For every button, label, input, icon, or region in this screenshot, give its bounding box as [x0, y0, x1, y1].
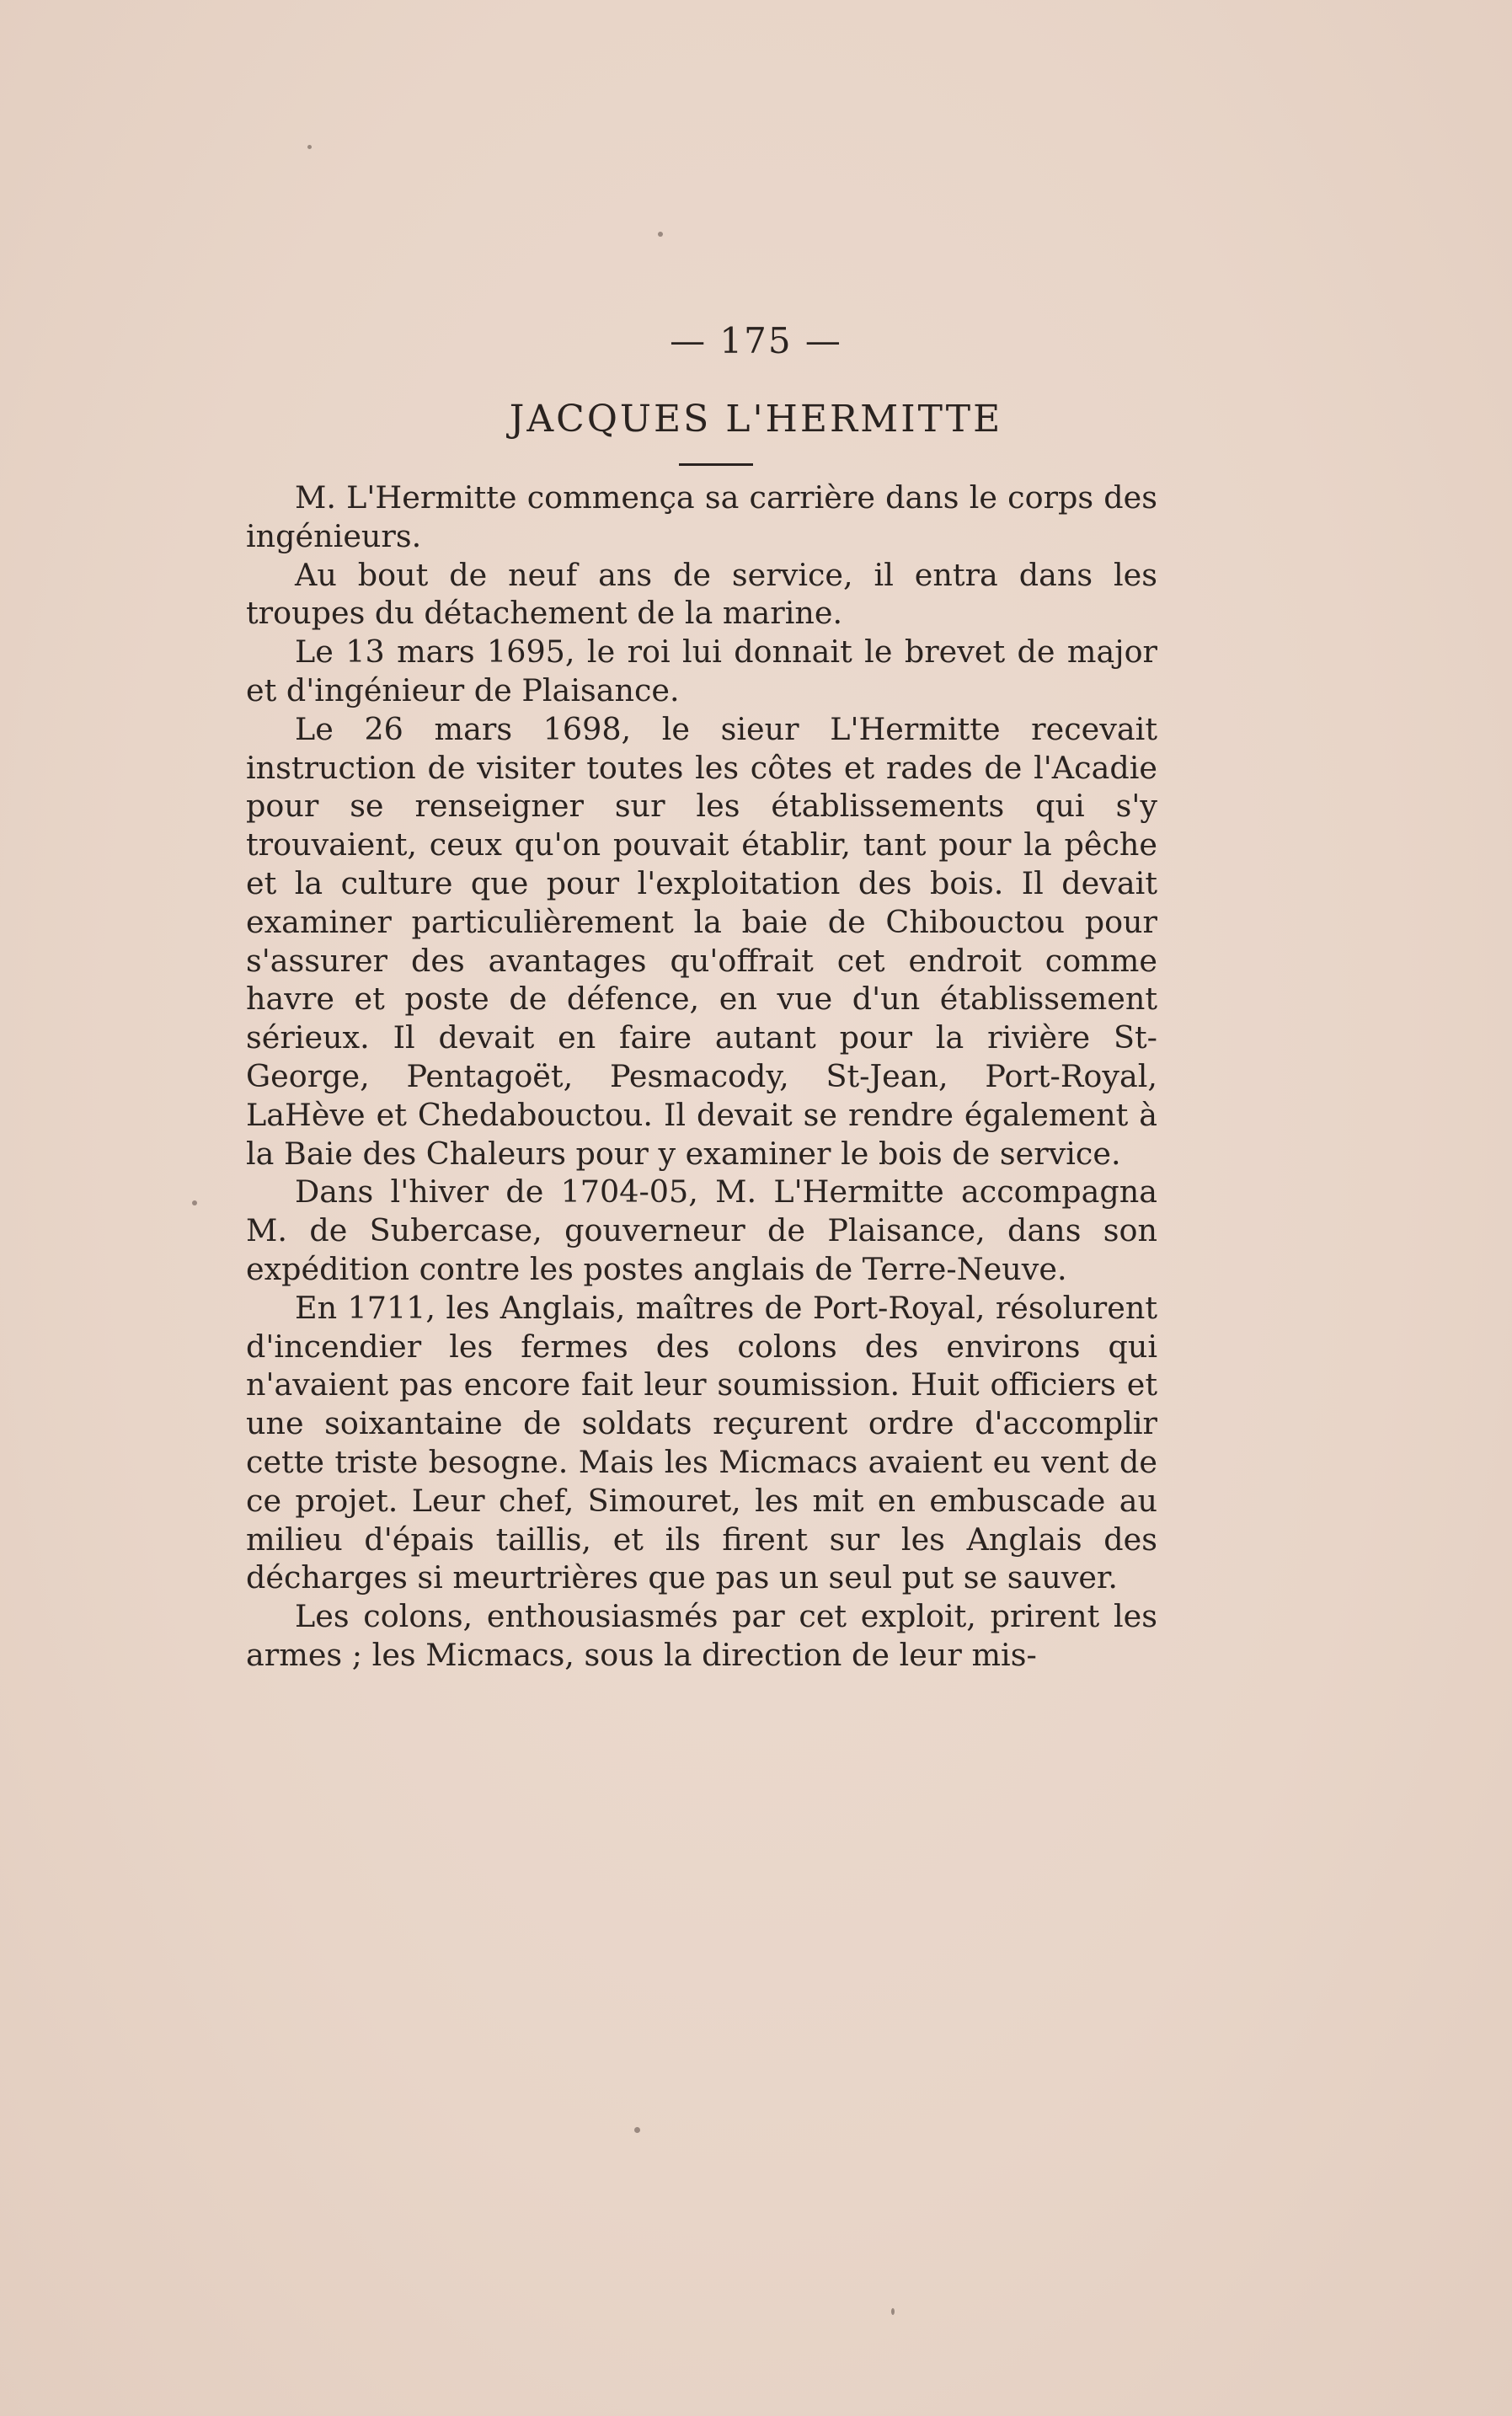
paper-speck — [307, 145, 312, 149]
paragraph-1: M. L'Hermitte commença sa carrière dans le corps des ingénieurs. — [246, 479, 1157, 554]
paragraph-6: En 1711, les Anglais, maîtres de Port-Royal, résolurent d'incendier les fermes des colons des environs qui n'avaient pas encore fait leur soumission. Huit officiers et une soixantaine de soldats reçurent ordre d'accomplir cette triste besogne. Mais les Micmacs avaient eu vent de ce projet. Leur chef, Simouret, les mit en embuscade au milieu d'épais taillis, et ils firent sur les Anglais des décharges si meurtrières que pas un seul put se sauver. — [246, 1289, 1157, 1596]
body-text — [246, 478, 1157, 1675]
chapter-title: JACQUES L'HERMITTE — [509, 398, 1003, 441]
title-divider — [679, 463, 753, 466]
paper-speck — [192, 1200, 197, 1205]
paper-speck — [891, 2308, 895, 2315]
paragraph-2: Au bout de neuf ans de service, il entra dans les troupes du détachement de la marine. — [246, 556, 1157, 632]
paragraph-3: Le 13 mars 1695, le roi lui donnait le brevet de major et d'ingénieur de Plaisance. — [246, 633, 1157, 708]
paragraph-7: Les colons, enthousiasmés par cet exploit, prirent les armes ; les Micmacs, sous la direction de leur mis- — [246, 1598, 1157, 1673]
page-number: — 175 — — [670, 320, 842, 361]
paragraph-5: Dans l'hiver de 1704-05, M. L'Hermitte accompagna M. de Subercase, gouverneur de Plaisance, dans son expédition contre les postes anglais de Terre-Neuve. — [246, 1173, 1157, 1287]
paper-speck — [634, 2127, 640, 2133]
paragraph-4: Le 26 mars 1698, le sieur L'Hermitte recevait instruction de visiter toutes les côtes et rades de l'Acadie pour se renseigner sur les établissements qui s'y trouvaient, ceux qu'on pouvait établir, tant pour la pêche et la culture que pour l'exploitation des bois. Il devait examiner particulièrement la baie de Chibouctou pour s'assurer des avantages qu'offrait cet endroit comme havre et poste de défence, en vue d'un établissement sérieux. Il devait en faire autant pour la rivière St-George, Pentagoët, Pesmacody, St-Jean, Port-Royal, LaHève et Chedabouctou. Il devait se rendre également à la Baie des Chaleurs pour y examiner le bois de service. — [246, 710, 1157, 1172]
paper-speck — [658, 232, 663, 237]
